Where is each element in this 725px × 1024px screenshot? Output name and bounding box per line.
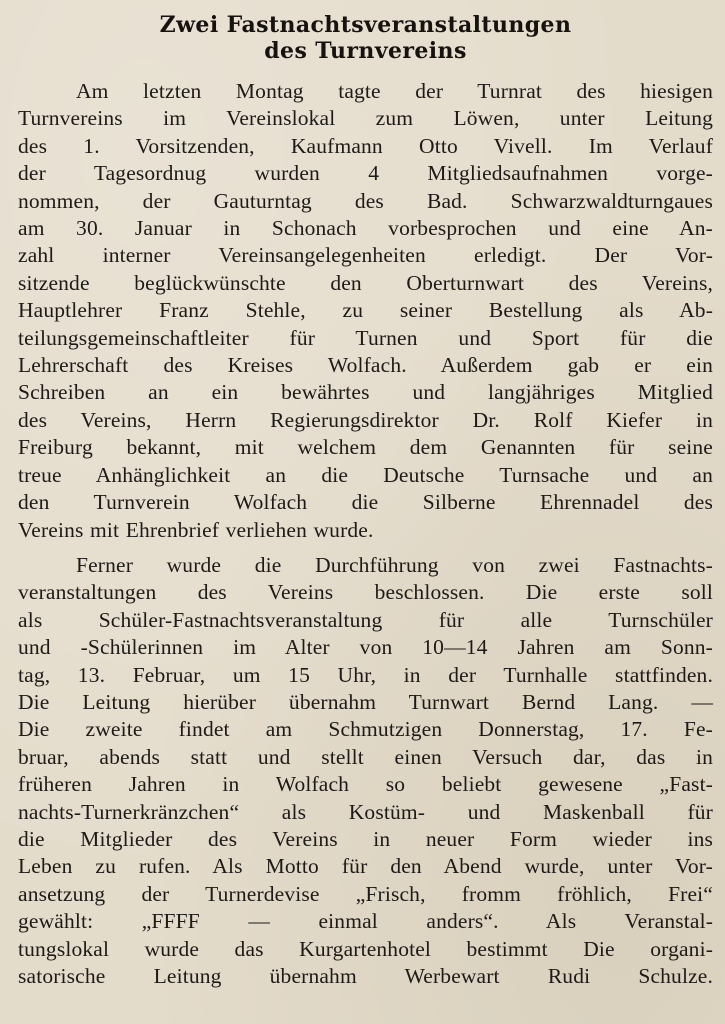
text-line: nommen, der Gauturntag des Bad. Schwarzwaldturngaues (18, 188, 713, 213)
text-line: ansetzung der Turnerdevise „Frisch, fromm fröhlich, Frei“ (18, 881, 713, 906)
text-line: Turnvereins im Vereinslokal zum Löwen, unter Leitung (18, 106, 713, 131)
text-line: des Vereins, Herrn Regierungsdirektor Dr. Rolf Kiefer in (18, 407, 713, 432)
text-line: den Turnverein Wolfach die Silberne Ehrennadel des (18, 490, 713, 515)
article-headline (18, 12, 713, 64)
paragraph-2 (18, 552, 713, 991)
text-line: und -Schülerinnen im Alter von 10—14 Jahren am Sonn- (18, 635, 713, 660)
text-line: am 30. Januar in Schonach vorbesprochen und eine An- (18, 216, 713, 241)
text-line: bruar, abends statt und stellt einen Versuch dar, das in (18, 744, 713, 769)
text-line: die Mitglieder des Vereins in neuer Form wieder ins (18, 826, 713, 851)
text-line: Leben zu rufen. Als Motto für den Abend wurde, unter Vor- (18, 854, 713, 879)
text-line: früheren Jahren in Wolfach so beliebt gewesene „Fast- (18, 772, 713, 797)
text-line: Freiburg bekannt, mit welchem dem Genannten für seine (18, 435, 713, 460)
text-line: tag, 13. Februar, um 15 Uhr, in der Turnhalle stattfinden. (18, 662, 713, 687)
headline-line-1: Zwei Fastnachtsveranstaltungen (159, 12, 572, 38)
text-line: Lehrerschaft des Kreises Wolfach. Außerdem gab er ein (18, 353, 713, 378)
text-line: Hauptlehrer Franz Stehle, zu seiner Bestellung als Ab- (18, 298, 713, 323)
text-line: satorische Leitung übernahm Werbewart Rudi Schulze. (18, 964, 713, 988)
text-line: sitzende beglückwünschte den Oberturnwart des Vereins, (18, 270, 713, 295)
text-line: tungslokal wurde das Kurgartenhotel bestimmt Die organi- (18, 936, 713, 961)
text-line: zahl interner Vereinsangelegenheiten erledigt. Der Vor- (18, 243, 713, 268)
headline-line-2: des Turnvereins (264, 38, 467, 64)
text-line: teilungsgemeinschaftleiter für Turnen und Sport für die (18, 325, 713, 350)
text-line: Am letzten Montag tagte der Turnrat des hiesigen (76, 79, 713, 103)
text-line: nachts-Turnerkränzchen“ als Kostüm- und Maskenball für (18, 799, 713, 824)
paragraph-1 (18, 78, 713, 544)
text-line: veranstaltungen des Vereins beschlossen. Die erste soll (18, 580, 713, 605)
text-line: als Schüler-Fastnachtsveranstaltung für alle Turnschüler (18, 607, 713, 632)
text-line: Die zweite findet am Schmutzigen Donnerstag, 17. Fe- (18, 717, 713, 742)
text-line: der Tagesordnug wurden 4 Mitgliedsaufnahmen vorge- (18, 161, 713, 186)
text-line: Ferner wurde die Durchführung von zwei Fastnachts- (76, 552, 713, 577)
text-line: Vereins mit Ehrenbrief verliehen wurde. (18, 517, 374, 542)
text-line: Schreiben an ein bewährtes und langjähriges Mitglied (18, 380, 713, 405)
text-line: Die Leitung hierüber übernahm Turnwart Bernd Lang. — (18, 689, 713, 714)
text-line: des 1. Vorsitzenden, Kaufmann Otto Vivell. Im Verlauf (18, 133, 713, 158)
text-line: treue Anhänglichkeit an die Deutsche Turnsache und an (18, 462, 713, 487)
article-body (18, 78, 713, 990)
text-line: gewählt: „FFFF — einmal anders“. Als Veranstal- (18, 909, 713, 934)
